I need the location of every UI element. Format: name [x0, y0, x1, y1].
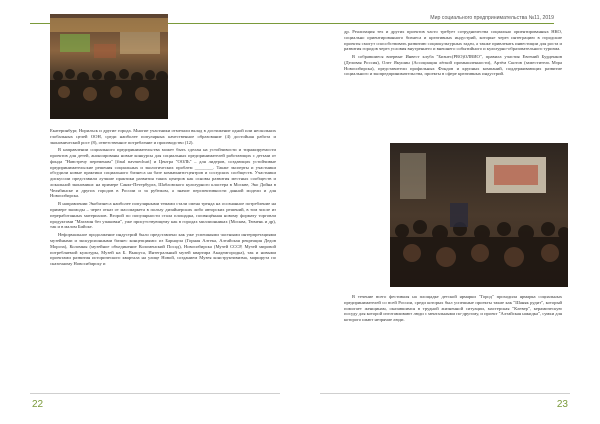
footer-rule — [320, 393, 570, 394]
right-page — [300, 0, 600, 424]
running-header: Мир социального предпринимательства №11, 2019 — [430, 15, 554, 21]
page-number: 22 — [32, 399, 44, 410]
exhibition-hall-photo — [50, 14, 168, 119]
paragraph: Неформальное продолжение индустрий было представлено как уже успешными частными интерпретациями музейными и экскурсионными бизнес концепциями: из Барнаула (Горная Алтека, Алтайская рекреация Дедов Мороза), Коломны (музейное объединение Коломенский Посад), Новосибирска (Музей СССР, Музей мировой потребляемой культуры, Музей на Б. Вышуса, Интегральный музей квартира Академгородка), так и новыми проектами развития исторического квартала на улице Новой, созданием Музея конструктивизма, маршрута по сказочному Новосибирску и — [50, 232, 276, 267]
paragraph: В направлении Экобизнеса наиболее популярными темами стали смена тренда на осознанное потребление на примере экомоды – через отказ от массмаркета в пользу дизайнерских либо авторских решений, в том числе из переработанных материалов. Второй по популярности стала площадка, посвящённая новому формату торговли продуктами "Магазин без упаковки", уже присутствующему как в городах миллионниках (Москва, Тюмень и др), так и в малом Бийске. — [50, 201, 276, 230]
conference-room-photo — [390, 143, 568, 287]
footer-rule — [30, 393, 280, 394]
paragraph: В собравшиеся впервые Инвест клуба "Бизнес(PRO)ОЛВИО", правила участия Евгений Бурденков (Деловая Россия), Олег Якушин (Ассоциация лёгкой промышленности), Артём Скотов (заместитель Мэра Новосибирска), представители профильных Фондов и крупных компаний, поддерживающих развитие социального и экопредпринимательства, проекты в сфере креативных индустрий. — [344, 54, 562, 77]
left-text-column — [50, 128, 276, 269]
page-number: 23 — [556, 399, 568, 410]
paragraph: Екатеринбург, Норильск и другие города. Многие участники отмечали вклад в достижение одной или нескольких глобальных целей ООН, среди наиболее популярных качественное образование (4) достойная работа и экономический рост (8), ответственное потребление и производство (12). — [50, 128, 276, 145]
paragraph: В течение всего фестиваля на площадке детской ярмарки "Город" проходила ярмарка социальных предпринимателей со всей России, среди которых был успешные проекты такие как "Шаняк рудит", который помогает женщинам, оказавшимся в трудной жизненной ситуации, мастерская "Клевер", керамическую посуду для которой изготавливают люди с ментальными по-другому, и проект "Алтайская накидка", сумки для которого шьют незрячие люди. — [344, 294, 562, 322]
right-text-column-top — [344, 29, 562, 79]
paragraph: В направлении социального предпринимательства может быть сделан на устойчивости и тиражируемости проектов для детей, анонсированы новые конкурсы для социальных предпринимателей работающих с детьми от фонда "Навстречу переменам" [final navmechuri] и Центра "ООЛЬ" – для лидеров, создающих устойчивые предпринимательские решения социальных и экологических проблем ________. Также эксперты и участники обсудили новые практики социального бизнеса на базе комьюнити-центров и соседских сообществ. Участники дискуссии представили лучшие практики развития таких центров как основы развития местных сообществ и локальной экономики: на примере Санкт-Петербурга, Шабловского культурного кластера в Москве, Эко Дойна в Челябинске и других городов в России и за рубежом, а значит перспективности данной модели и для Новосибирска. — [50, 147, 276, 199]
right-text-column-bottom — [344, 294, 562, 325]
paragraph: др. Реализация тех и других проектов часто требует сотрудничества социально ориентированных НКО, социально ориентированного бизнеса и креативных индустрий, которые через интеграцию в городские проекты смогут способствовать развитию социокультурных задач, а также привлекать инвестиции для роста и развития городов через условия внутреннего и внешнего событийного и культурно-образовательного туризма. — [344, 29, 562, 52]
